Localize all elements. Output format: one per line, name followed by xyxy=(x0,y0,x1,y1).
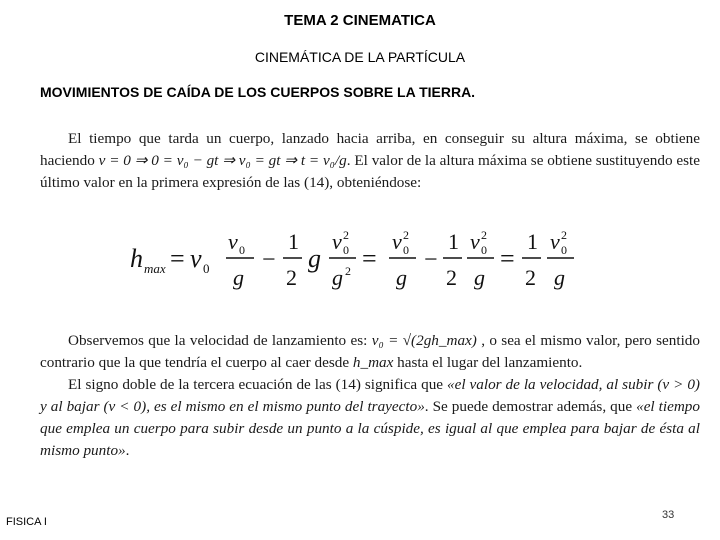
svg-text:2: 2 xyxy=(286,265,297,290)
svg-text:2: 2 xyxy=(525,265,536,290)
svg-text:v: v xyxy=(470,229,480,254)
svg-text:2: 2 xyxy=(343,228,349,242)
footer-course-label: FISICA I xyxy=(6,516,47,528)
svg-text:1: 1 xyxy=(288,229,299,254)
velocity-quote: «el valor de la velocidad, al subir (v > 0) y al bajar (v < 0), es el mismo en el mismo punto del trayecto» xyxy=(40,376,700,415)
svg-text:v: v xyxy=(190,244,202,273)
svg-text:0: 0 xyxy=(561,243,567,257)
paragraph-text: . Se puede demostrar además, que xyxy=(424,398,637,415)
svg-text:g: g xyxy=(554,265,565,290)
paragraph-max-height-time xyxy=(40,128,700,194)
svg-text:1: 1 xyxy=(448,229,459,254)
paragraph-text: hasta el lugar del lanzamiento. xyxy=(393,354,583,371)
paragraph-text: Observemos que la velocidad de lanzamiento es: xyxy=(68,332,372,349)
svg-text:2: 2 xyxy=(561,228,567,242)
time-equation: v = 0 ⇒ 0 = v₀ − gt ⇒ v₀ = gt ⇒ t = v₀/g xyxy=(98,152,347,169)
svg-text:v: v xyxy=(550,229,560,254)
svg-text:2: 2 xyxy=(345,264,351,278)
hmax-symbol: h_max xyxy=(352,354,394,371)
slide-subtitle: CINEMÁTICA DE LA PARTÍCULA xyxy=(254,49,466,65)
svg-text:v: v xyxy=(228,229,238,254)
paragraph-double-sign xyxy=(40,374,700,462)
svg-text:1: 1 xyxy=(527,229,538,254)
svg-text:=: = xyxy=(500,244,515,273)
svg-text:0: 0 xyxy=(403,243,409,257)
svg-text:g: g xyxy=(396,265,407,290)
svg-text:v: v xyxy=(332,229,342,254)
svg-text:g: g xyxy=(332,265,343,290)
svg-text:g: g xyxy=(233,265,244,290)
paragraph-text: El signo doble de la tercera ecuación de las (14) significa que xyxy=(68,376,447,393)
max-height-formula xyxy=(130,225,590,297)
svg-text:0: 0 xyxy=(343,243,349,257)
svg-text:g: g xyxy=(474,265,485,290)
svg-text:−: − xyxy=(262,247,276,273)
section-heading: MOVIMIENTOS DE CAÍDA DE LOS CUERPOS SOBRE LA TIERRA. xyxy=(40,84,476,100)
svg-text:max: max xyxy=(144,261,166,276)
svg-text:2: 2 xyxy=(446,265,457,290)
svg-text:2: 2 xyxy=(481,228,487,242)
paragraph-text: . xyxy=(125,442,130,459)
svg-text:0: 0 xyxy=(203,261,210,276)
paragraph-text: . El valor de la altura máxima se obtiene sustituyendo este último valor en la primera expresión de las (14), obteniéndose: xyxy=(40,152,700,191)
svg-text:2: 2 xyxy=(403,228,409,242)
svg-text:0: 0 xyxy=(239,243,245,257)
svg-text:=: = xyxy=(362,244,377,273)
launch-velocity-equation: v₀ = √(2gh_max) xyxy=(371,332,477,349)
svg-text:−: − xyxy=(424,247,438,273)
page-number: 33 xyxy=(662,509,675,521)
paragraph-launch-velocity xyxy=(40,330,700,462)
svg-text:v: v xyxy=(392,229,402,254)
time-quote: «el tiempo que emplea un cuerpo para subir desde un punto a la cúspide, es igual al que emplea para bajar de ésta al mismo punto» xyxy=(40,398,700,459)
paragraph-text: , o sea el mismo valor, pero sentido contrario que la que tendría el cuerpo al caer desde xyxy=(40,332,700,371)
svg-text:g: g xyxy=(308,244,321,273)
paragraph-text: El tiempo que tarda un cuerpo, lanzado hacia arriba, en conseguir su altura máxima, se obtiene haciendo xyxy=(40,130,700,169)
svg-text:0: 0 xyxy=(481,243,487,257)
svg-text:h: h xyxy=(130,244,143,273)
slide-title: TEMA 2 CINEMATICA xyxy=(284,12,436,29)
svg-text:=: = xyxy=(170,244,185,273)
